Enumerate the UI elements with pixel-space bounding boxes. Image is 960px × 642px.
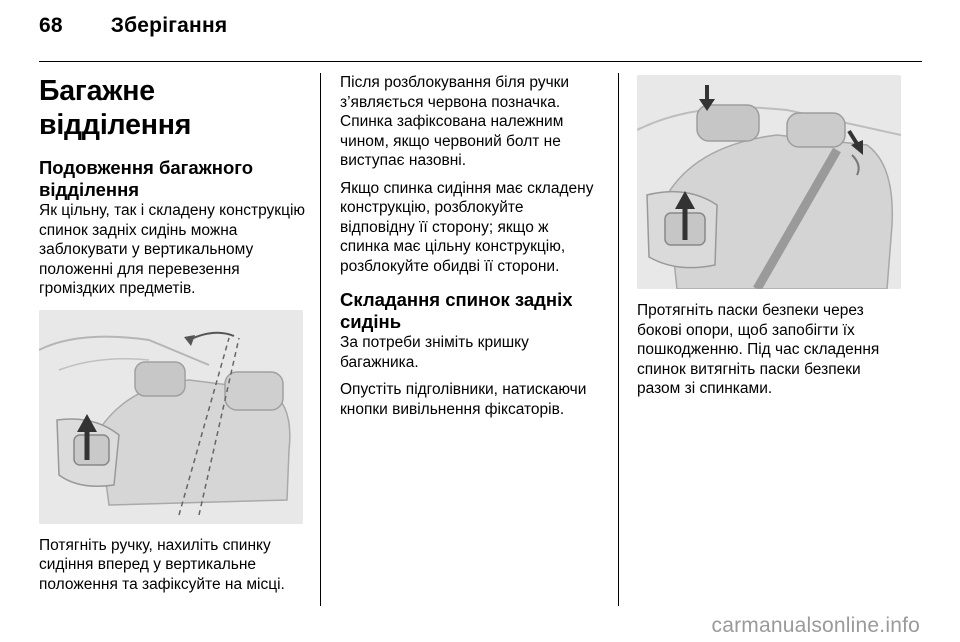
intro-paragraph: Як цільну, так і складену конструкцію спинок задніх сидінь можна заблокувати у вертикальному положенні для перевезення громіздких предметів.	[39, 202, 306, 297]
paragraph-headrests: Опустіть підголівники, натискаючи кнопки вивільнення фіксаторів.	[340, 381, 587, 418]
paragraph-split-seat: Якщо спинка сидіння має складену конструкцію, розблокуйте відповідну її сторону; якщо ж спинка має цільну конструкцію, розблокуйте обидві її сторони.	[340, 179, 594, 275]
folding-heading: Складання спинок задніх сидінь	[340, 289, 573, 332]
paragraph-red-mark: Після розблокування біля ручки з’являється червона позначка. Спинка зафіксована належним чином, якщо червоний болт не виступає назовні.	[340, 74, 570, 169]
footer-watermark: carmanualsonline.info	[711, 614, 920, 637]
seat-illustration-drawing	[39, 310, 303, 524]
seat-unlock-illustration	[39, 310, 303, 524]
column-divider-2	[618, 73, 619, 606]
column-1	[39, 62, 309, 594]
seatbelt-illustration	[637, 75, 901, 289]
column-2	[340, 73, 600, 419]
subsection-heading: Подовження багажного відділення	[39, 157, 254, 200]
page-number: 68	[39, 14, 63, 37]
figure-caption-2: Протягніть паски безпеки через бокові опори, щоб запобігти їх пошкодженню. Під час складення спинок витягніть паски безпеки разом зі спинками.	[637, 302, 880, 397]
paragraph-cover: За потреби зніміть кришку багажника.	[340, 334, 529, 371]
page-header	[39, 14, 227, 38]
column-3	[637, 73, 907, 399]
page-title: Багажне відділення	[39, 75, 192, 141]
section-title: Зберігання	[110, 14, 228, 37]
seatbelt-illustration-drawing	[637, 75, 901, 289]
column-divider-1	[320, 73, 321, 606]
figure-caption-1: Потягніть ручку, нахиліть спинку сидіння вперед у вертикальне положення та зафіксуйте на місці.	[39, 536, 285, 593]
